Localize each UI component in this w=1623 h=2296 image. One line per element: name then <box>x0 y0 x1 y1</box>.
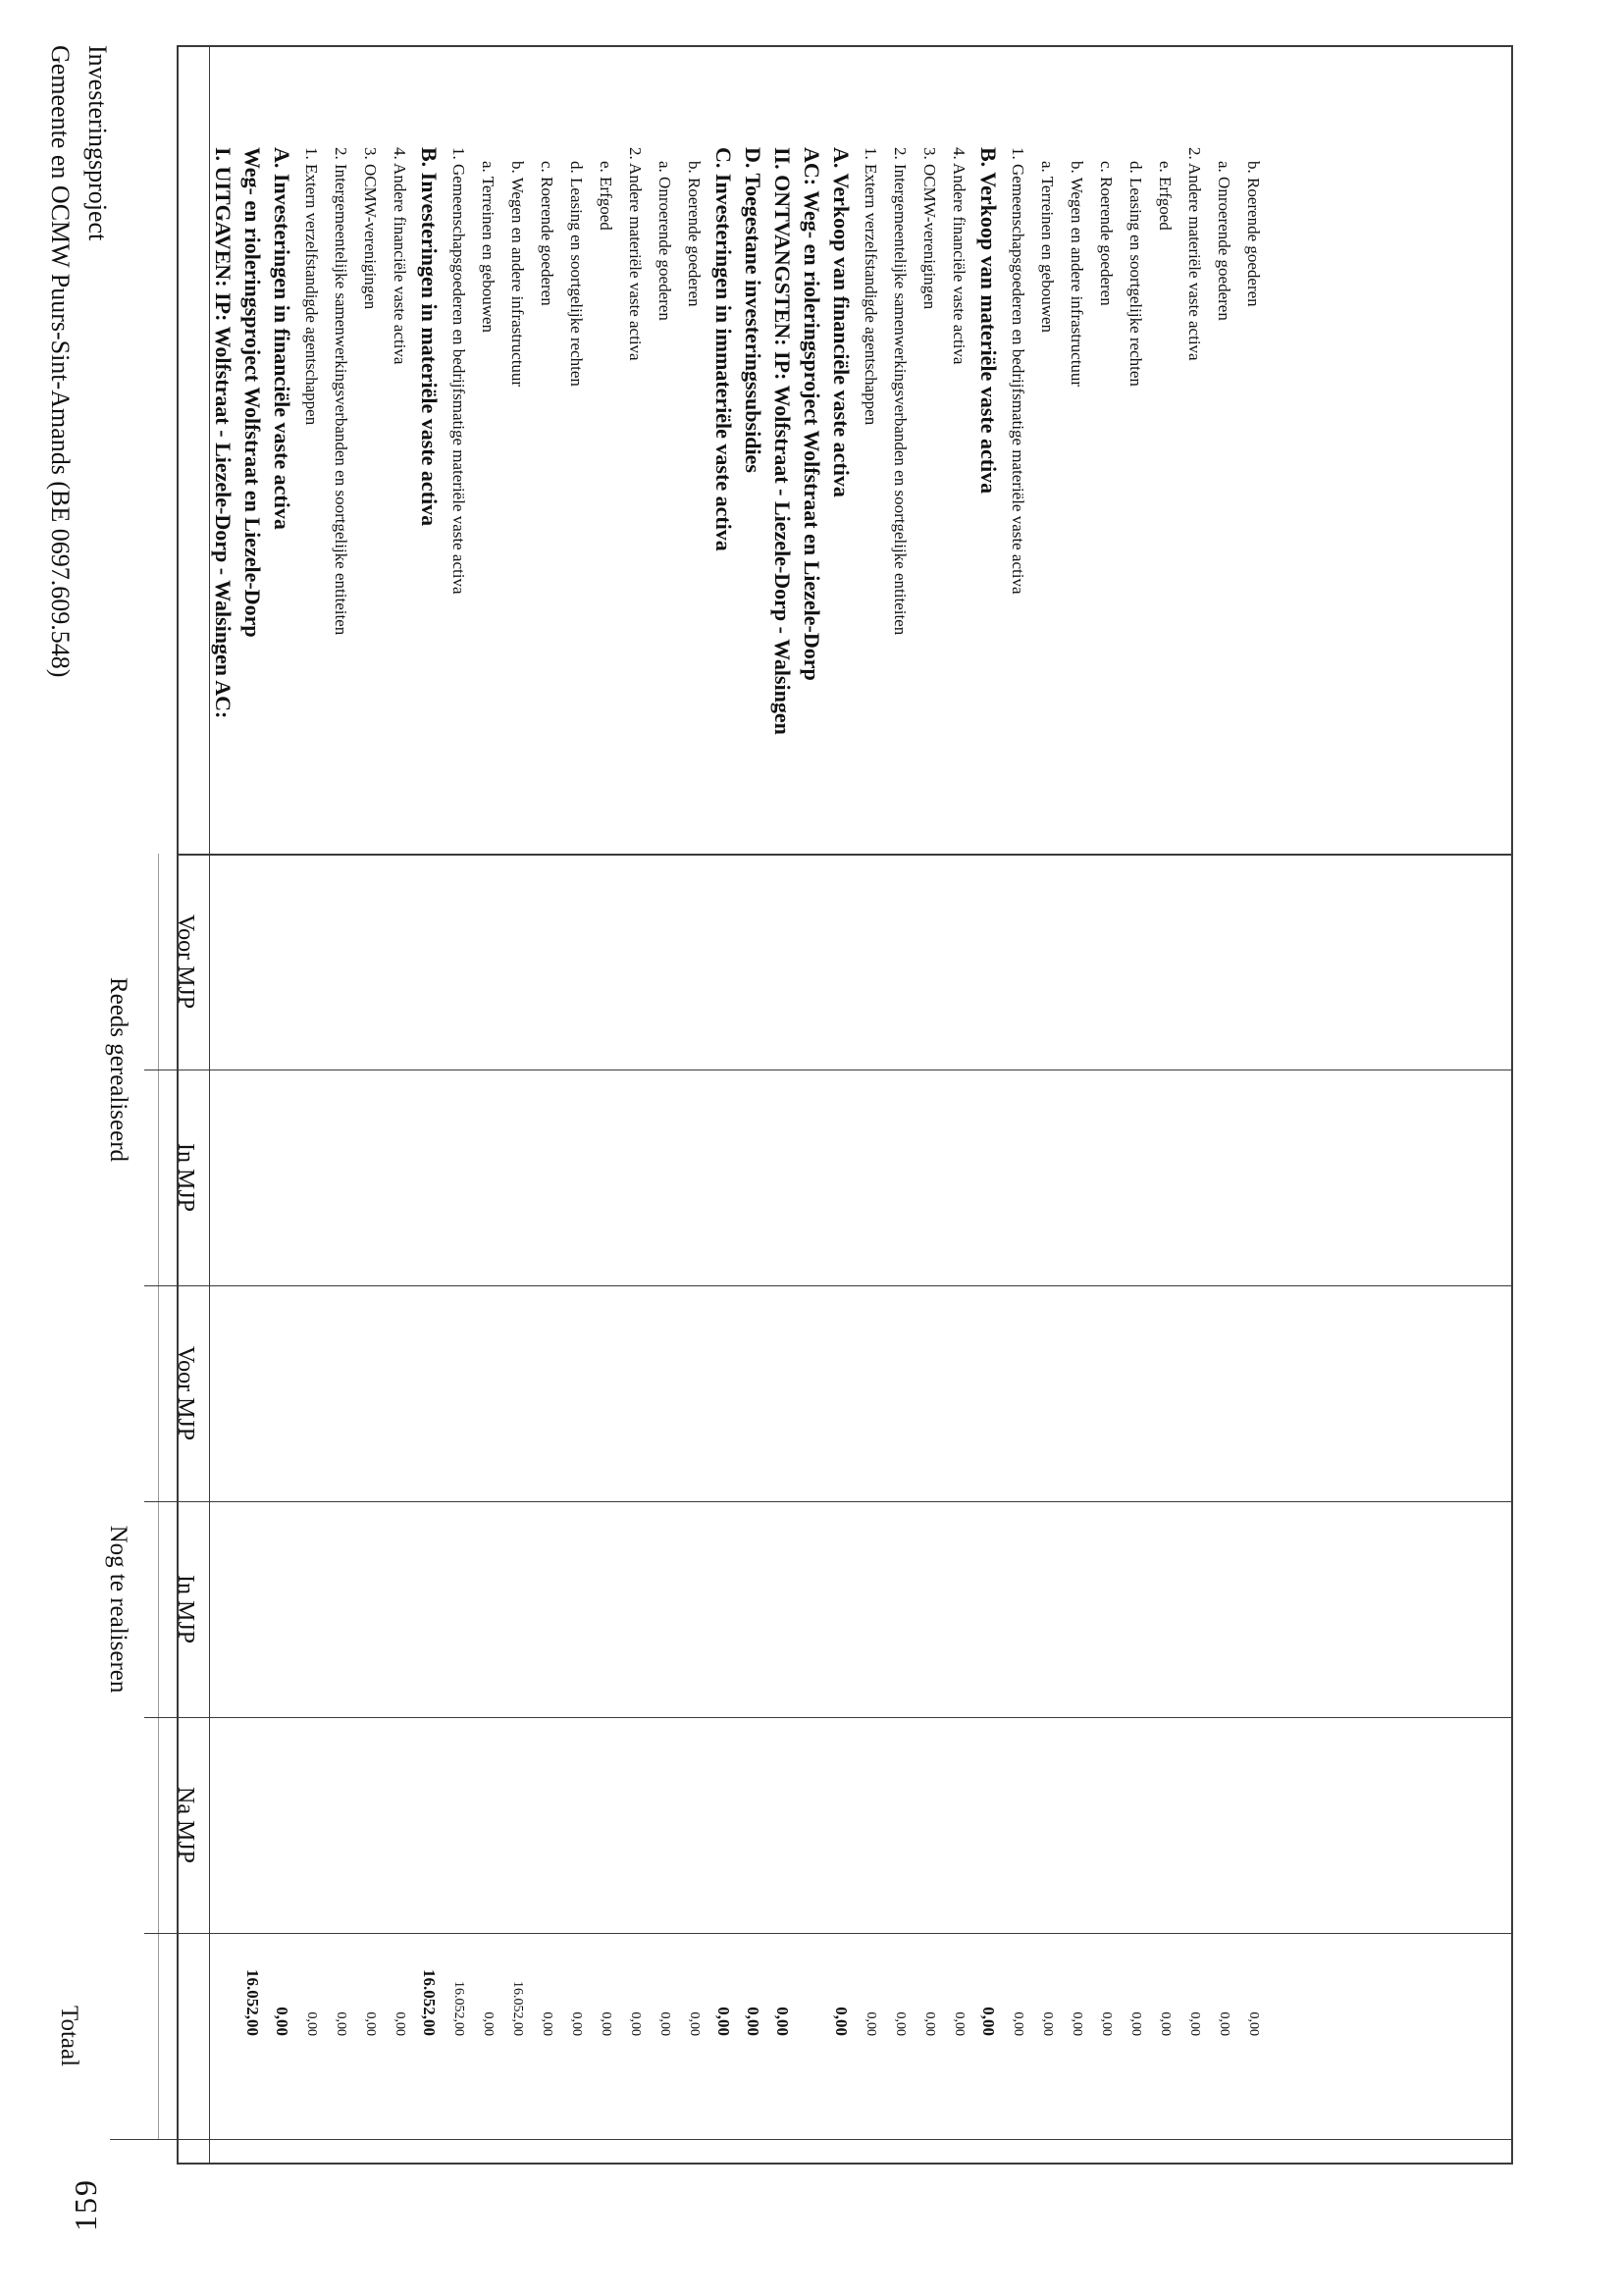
table-row <box>1032 147 1062 2036</box>
row-value-nog-in-mjp: 0,00 <box>540 2011 554 2036</box>
table-row <box>561 147 591 2036</box>
row-label: 1. Extern verzelfstandigde agentschappen <box>302 147 321 426</box>
row-value-nog-in-mjp: 0,00 <box>1040 2011 1055 2036</box>
table-row <box>1209 147 1238 2036</box>
table-row <box>1150 147 1179 2036</box>
row-value-nog-in-mjp: 0,00 <box>952 2011 967 2036</box>
header-reeds-gerealiseerd: Reeds gerealiseerd <box>105 976 131 1163</box>
row-value-nog-in-mjp: 0,00 <box>363 2011 378 2036</box>
table-row <box>679 147 708 2036</box>
row-label: b. Wegen en andere infrastructuur <box>1068 161 1086 388</box>
row-label: 2. Intergemeentelijke samenwerkingsverbanden en soortgelijke entiteiten <box>891 147 910 636</box>
row-value-nog-in-mjp: 0,00 <box>1158 2011 1173 2036</box>
table-row <box>1121 147 1150 2036</box>
row-label: a. Terreinen en gebouwen <box>1038 161 1057 334</box>
doc-type-label: Investeringsproject <box>83 45 112 241</box>
row-value-nog-in-mjp: 16.052,00 <box>510 1981 525 2036</box>
row-value-nog-in-mjp: 0,00 <box>832 2007 851 2036</box>
table-row <box>385 147 414 2036</box>
subheader-reeds-in-mjp: In MJP <box>173 1142 198 1213</box>
row-label: c. Roerende goederen <box>538 161 556 306</box>
row-label: D. Toegestane investeringssubsidies <box>741 147 765 473</box>
row-value-nog-in-mjp: 0,00 <box>1217 2011 1231 2036</box>
row-value-nog-in-mjp: 0,00 <box>599 2011 613 2036</box>
table-row <box>502 147 532 2036</box>
row-value-nog-in-mjp: 0,00 <box>334 2011 348 2036</box>
row-label: d. Leasing en soortgelijke rechten <box>1126 161 1145 387</box>
table-row <box>1179 147 1209 2036</box>
subheader-nog-voor-mjp: Voor MJP <box>173 1345 198 1441</box>
table-row <box>267 147 296 2036</box>
row-label: 3. OCMW-verenigingen <box>920 147 939 310</box>
row-label: 1. Gemeenschapsgoederen en bedrijfsmatige materiële vaste activa <box>449 147 468 595</box>
row-value-nog-in-mjp: 0,00 <box>687 2011 702 2036</box>
table-row <box>237 147 267 2036</box>
table-row <box>414 147 444 2036</box>
page-number: 159 <box>68 2178 103 2231</box>
row-value-nog-in-mjp: 0,00 <box>864 2011 878 2036</box>
table-row <box>208 147 237 1138</box>
row-value-nog-in-mjp: 0,00 <box>304 2011 319 2036</box>
table-row <box>708 147 738 2036</box>
row-value-nog-in-mjp: 0,00 <box>744 2007 762 2036</box>
table-row <box>473 147 502 2036</box>
row-label: 2. Intergemeentelijke samenwerkingsverbanden en soortgelijke entiteiten <box>332 147 350 636</box>
row-label: A. Investeringen in financiële vaste activa <box>270 147 294 530</box>
row-label: AC: Weg- en rioleringsproject Wolfstraat en Liezele-Dorp <box>800 147 824 681</box>
table-row <box>444 147 473 2036</box>
subheader-reeds-voor-mjp: Voor MJP <box>173 913 198 1010</box>
row-label: 3. OCMW-verenigingen <box>361 147 380 310</box>
row-value-nog-in-mjp: 0,00 <box>481 2011 496 2036</box>
subheader-nog-in-mjp: In MJP <box>173 1574 198 1644</box>
row-label: II. ONTVANGSTEN: IP: Wolfstraat - Liezele-Dorp - Walsingen <box>770 147 795 735</box>
table-row <box>856 147 885 2036</box>
entity-label: Gemeente en OCMW Puurs-Sint-Amands (BE 0697.609.548) <box>46 45 75 678</box>
row-value-nog-in-mjp: 0,00 <box>773 2007 792 2036</box>
row-label: Weg- en rioleringsproject Wolfstraat en Liezele-Dorp <box>240 147 265 638</box>
table-row <box>826 147 856 2036</box>
row-label: b. Wegen en andere infrastructuur <box>508 161 527 388</box>
row-value-nog-in-mjp: 0,00 <box>273 2007 291 2036</box>
row-value-nog-in-mjp: 0,00 <box>1099 2011 1114 2036</box>
row-value-nog-in-mjp: 0,00 <box>893 2011 908 2036</box>
row-label: 2. Andere materiële vaste activa <box>1185 147 1204 361</box>
row-label: 4. Andere financiële vaste activa <box>950 147 969 365</box>
table-row <box>1091 147 1121 2036</box>
row-value-nog-in-mjp: 0,00 <box>393 2011 407 2036</box>
table-row <box>355 147 385 2036</box>
header-totaal: Totaal <box>56 2005 82 2067</box>
row-label: e. Erfgoed <box>597 161 615 231</box>
row-value-nog-in-mjp: 0,00 <box>569 2011 584 2036</box>
table-row <box>532 147 561 2036</box>
table-row <box>326 147 355 2036</box>
table-row <box>650 147 679 2036</box>
row-value-nog-in-mjp: 16.052,00 <box>243 1969 262 2036</box>
row-value-nog-in-mjp: 16.052,00 <box>451 1981 466 2036</box>
row-label: a. Onroerende goederen <box>1215 161 1233 321</box>
table-row <box>944 147 973 2036</box>
row-label: I. UITGAVEN: IP: Wolfstraat - Liezele-Dorp - Walsingen AC: <box>211 147 236 719</box>
table-row <box>885 147 915 2036</box>
row-label: b. Roerende goederen <box>685 161 704 307</box>
row-value-nog-in-mjp: 0,00 <box>714 2007 733 2036</box>
row-value-nog-in-mjp: 0,00 <box>1128 2011 1143 2036</box>
row-label: 1. Gemeenschapsgoederen en bedrijfsmatige materiële vaste activa <box>1009 147 1027 595</box>
row-label: 4. Andere financiële vaste activa <box>391 147 409 365</box>
row-label: c. Roerende goederen <box>1097 161 1116 306</box>
table-row <box>620 147 650 2036</box>
table-row <box>738 147 767 2036</box>
table-row <box>797 147 826 1138</box>
row-value-nog-in-mjp: 0,00 <box>1246 2011 1261 2036</box>
row-label: C. Investeringen in immateriële vaste activa <box>711 147 736 551</box>
row-value-nog-in-mjp: 16.052,00 <box>420 1969 439 2036</box>
row-label: b. Roerende goederen <box>1244 161 1263 307</box>
subheader-nog-na-mjp: Na MJP <box>173 1786 198 1863</box>
row-value-nog-in-mjp: 0,00 <box>628 2011 643 2036</box>
table-row <box>1003 147 1032 2036</box>
row-label: 1. Extern verzelfstandigde agentschappen <box>862 147 880 426</box>
row-value-nog-in-mjp: 0,00 <box>1187 2011 1202 2036</box>
row-value-nog-in-mjp: 0,00 <box>979 2007 998 2036</box>
row-label: A. Verkoop van financiële vaste activa <box>829 147 854 497</box>
table-row <box>591 147 620 2036</box>
row-label: a. Terreinen en gebouwen <box>479 161 497 334</box>
table-row <box>767 147 797 2036</box>
table-row <box>296 147 326 2036</box>
row-value-nog-in-mjp: 0,00 <box>1011 2011 1025 2036</box>
row-label: B. Investeringen in materiële vaste activa <box>417 147 442 527</box>
table-row <box>1238 147 1268 2036</box>
row-value-nog-in-mjp: 0,00 <box>657 2011 672 2036</box>
row-value-nog-in-mjp: 0,00 <box>1070 2011 1084 2036</box>
table-row <box>1062 147 1091 2036</box>
row-label: 2. Andere materiële vaste activa <box>626 147 645 361</box>
row-label: e. Erfgoed <box>1156 161 1175 231</box>
table-row <box>973 147 1003 2036</box>
header-nog-te-realiseren: Nog te realiseren <box>105 1525 131 1694</box>
row-label: a. Onroerende goederen <box>655 161 674 321</box>
row-label: B. Verkoop van materiële vaste activa <box>976 147 1001 495</box>
table-row <box>915 147 944 2036</box>
row-label: d. Leasing en soortgelijke rechten <box>567 161 586 387</box>
row-value-nog-in-mjp: 0,00 <box>922 2011 937 2036</box>
